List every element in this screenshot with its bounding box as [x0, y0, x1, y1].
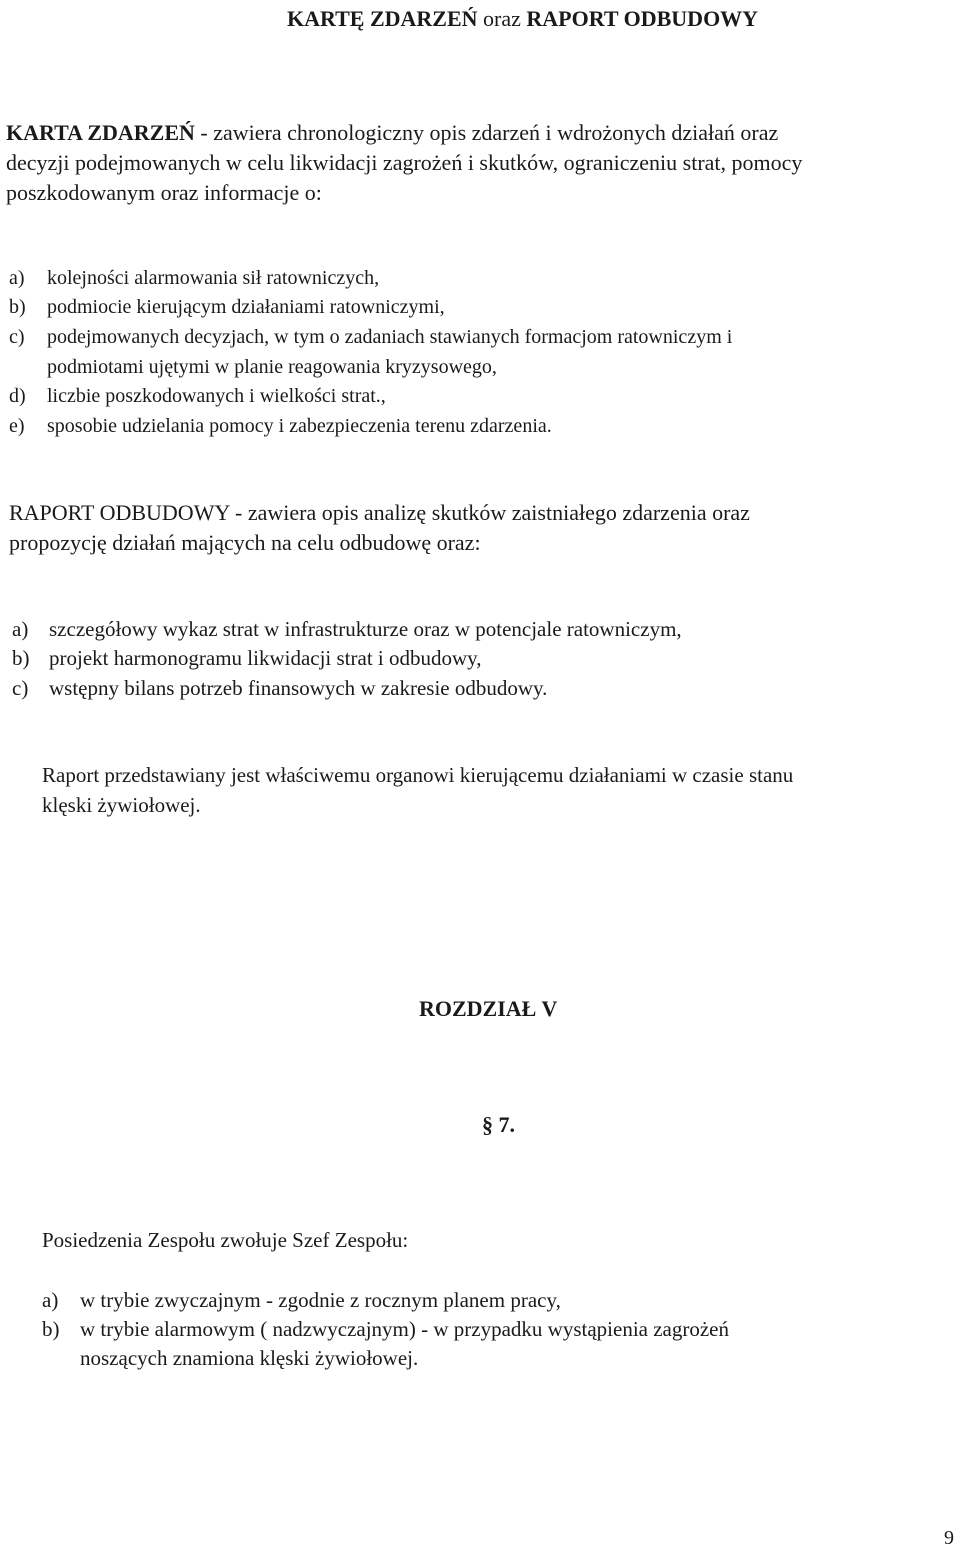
karta-paragraph-line-3: poszkodowanym oraz informacje o: — [6, 180, 322, 205]
list-item-label: b) — [12, 646, 30, 670]
list-item-label: a) — [9, 267, 25, 289]
karta-paragraph-line-1 — [6, 118, 778, 148]
list-item-label: d) — [9, 385, 26, 407]
list-item — [9, 323, 733, 352]
list-item — [9, 412, 552, 441]
title-part-3: RAPORT ODBUDOWY — [526, 6, 759, 31]
list-item-text: projekt harmonogramu likwidacji strat i odbudowy, — [49, 646, 482, 670]
list-item-label: b) — [9, 296, 26, 318]
list-item — [9, 264, 380, 293]
list-item — [9, 293, 445, 322]
list-item — [12, 674, 548, 703]
chapter-heading: ROZDZIAŁ V — [419, 996, 558, 1021]
list-item — [12, 644, 482, 673]
karta-description: - zawiera chronologiczny opis zdarzeń i wdrożonych działań oraz — [194, 120, 779, 145]
list-item — [12, 615, 682, 644]
raport-term: RAPORT ODBUDOWY — [9, 500, 230, 525]
list-item-text: liczbie poszkodowanych i wielkości strat., — [47, 385, 386, 407]
page-title — [287, 4, 758, 34]
list-item-text: sposobie udzielania pomocy i zabezpieczenia terenu zdarzenia. — [47, 415, 552, 437]
list-item — [42, 1315, 730, 1344]
raport-paragraph-line-1 — [9, 498, 750, 528]
meetings-intro: Posiedzenia Zespołu zwołuje Szef Zespołu: — [42, 1228, 409, 1252]
list-item-text: podejmowanych decyzjach, w tym o zadaniach stawianych formacjom ratowniczym i — [47, 326, 733, 348]
raport-note-line-2: klęski żywiołowej. — [42, 793, 201, 817]
page-number: 9 — [944, 1527, 954, 1549]
list-item-text: wstępny bilans potrzeb finansowych w zakresie odbudowy. — [49, 676, 548, 700]
title-part-1: KARTĘ ZDARZEŃ — [287, 6, 478, 31]
list-item-label: a) — [42, 1288, 59, 1312]
raport-paragraph-line-2: propozycję działań mających na celu odbudowę oraz: — [9, 530, 481, 555]
list-item — [42, 1286, 561, 1315]
raport-description: - zawiera opis analizę skutków zaistniałego zdarzenia oraz — [229, 500, 750, 525]
list-item-text: podmiocie kierującym działaniami ratowniczymi, — [47, 296, 445, 318]
list-item-text: w trybie alarmowym ( nadzwyczajnym) - w przypadku wystąpienia zagrożeń — [80, 1317, 730, 1341]
raport-note-line-1: Raport przedstawiany jest właściwemu organowi kierującemu działaniami w czasie stanu — [42, 763, 794, 787]
list-item-text: w trybie zwyczajnym - zgodnie z rocznym planem pracy, — [80, 1288, 561, 1312]
title-part-2: oraz — [483, 6, 521, 31]
list-item-label: b) — [42, 1317, 60, 1341]
list-item-label: c) — [9, 326, 25, 348]
list-item-text: kolejności alarmowania sił ratowniczych, — [47, 267, 380, 289]
list-item-label: a) — [12, 617, 29, 641]
list-item-continuation: podmiotami ujętymi w planie reagowania kryzysowego, — [47, 356, 497, 378]
list-item-text: szczegółowy wykaz strat w infrastrukturze oraz w potencjale ratowniczym, — [49, 617, 682, 641]
list-item-continuation: noszących znamiona klęski żywiołowej. — [80, 1346, 419, 1370]
karta-term: KARTA ZDARZEŃ — [6, 120, 195, 145]
list-item — [9, 382, 386, 411]
karta-paragraph-line-2: decyzji podejmowanych w celu likwidacji zagrożeń i skutków, ograniczeniu strat, pomocy — [6, 150, 803, 175]
list-item-label: c) — [12, 676, 29, 700]
list-item-label: e) — [9, 415, 25, 437]
section-heading: § 7. — [482, 1112, 515, 1137]
